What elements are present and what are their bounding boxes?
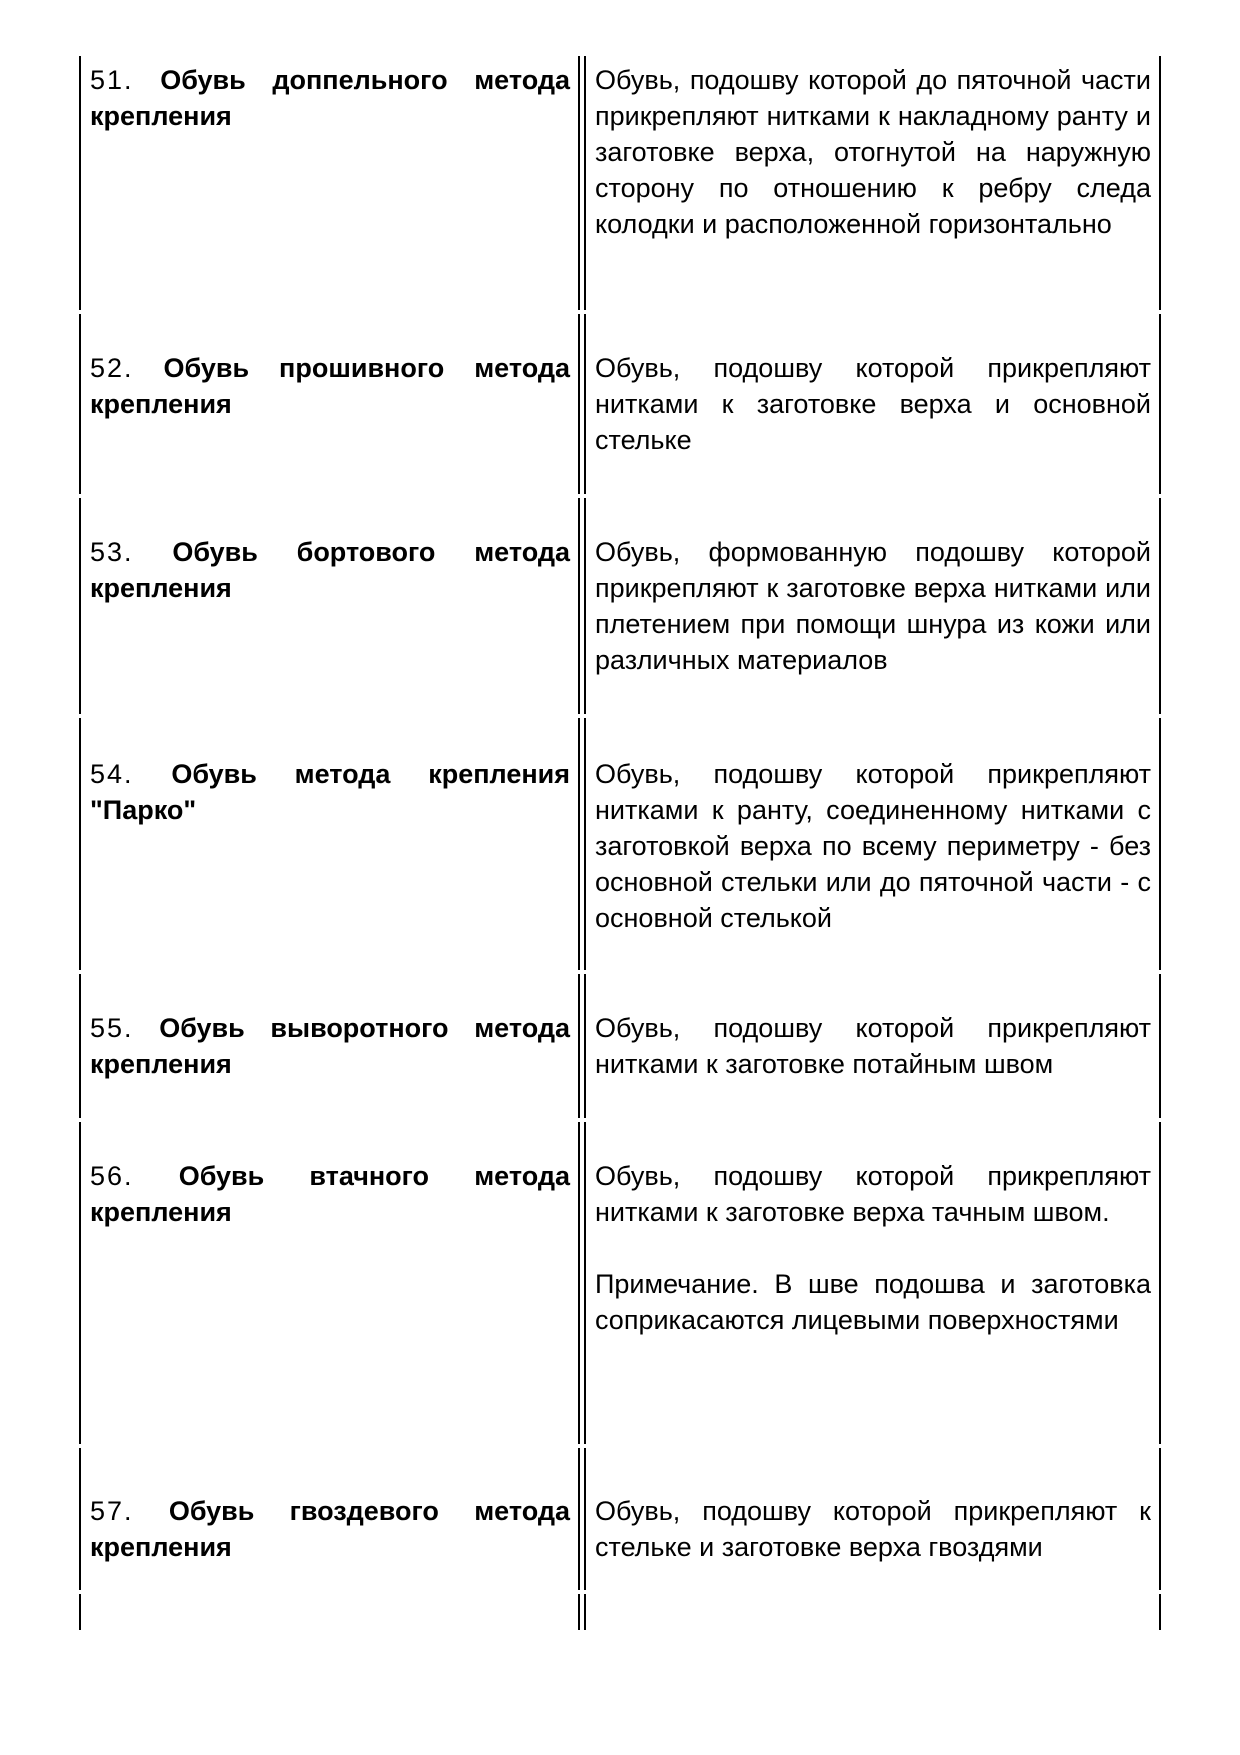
table-row-55 [0,974,1240,1118]
term-cell [90,350,570,422]
rule-left [79,498,81,714]
term-number: 53. [90,537,134,567]
rule-mid [578,314,580,494]
definition-text: Обувь, подошву которой прикрепляют нитками к заготовке верха и основной стельке [595,353,1151,455]
term-number: 55. [90,1013,134,1043]
rule-right [1159,1122,1161,1444]
term-cell [90,534,570,606]
rule-left [79,1122,81,1444]
rule-mid [584,974,586,1118]
rule-mid [578,974,580,1118]
table-row-56 [0,1122,1240,1444]
rule-mid [578,718,580,970]
rule-mid [578,1122,580,1444]
rule-right [1159,1448,1161,1590]
rule-right [1159,314,1161,494]
definition-text: Обувь, подошву которой прикрепляют нитками к заготовке верха тачным швом. [595,1161,1151,1227]
definition-cell [595,350,1151,458]
rule-left [79,718,81,970]
term-name: Обувь гвоздевого метода крепления [90,1496,570,1562]
rule-mid [584,1448,586,1590]
table-row-52 [0,314,1240,494]
term-name: Обувь бортового метода крепления [90,537,570,603]
rule-mid [584,314,586,494]
rule-mid [584,1122,586,1444]
term-name: Обувь доппельного метода крепления [90,65,570,131]
definition-text: Обувь, подошву которой до пяточной части прикрепляют нитками к накладному ранту и заготовке верха, отогнутой на наружную сторону по отношению к ребру следа колодки и расположенной горизонтально [595,65,1151,239]
definition-text: Обувь, формованную подошву которой прикрепляют к заготовке верха нитками или плетением при помощи шнура из кожи или различных материалов [595,537,1151,675]
definition-cell [595,1010,1151,1082]
rule-mid [578,498,580,714]
term-number: 51. [90,65,134,95]
definition-cell [595,1493,1151,1565]
term-cell [90,1010,570,1082]
rule-mid [578,56,580,310]
term-name: Обувь выворотного метода крепления [90,1013,570,1079]
rule-left [79,314,81,494]
definition-cell [595,534,1151,678]
rule-right [1159,1594,1161,1630]
term-name: Обувь метода крепления "Парко" [90,759,570,825]
rule-left [79,56,81,310]
rule-left [79,1594,81,1630]
definition-cell [595,62,1151,242]
term-number: 57. [90,1496,134,1526]
term-cell [90,62,570,134]
table-row-57 [0,1448,1240,1590]
definition-cell [595,756,1151,936]
rule-right [1159,974,1161,1118]
term-number: 52. [90,353,134,383]
definition-text: Обувь, подошву которой прикрепляют к стельке и заготовке верха гвоздями [595,1496,1151,1562]
term-name: Обувь втачного метода крепления [90,1161,570,1227]
rule-left [79,974,81,1118]
rule-left [79,1448,81,1590]
term-cell [90,1493,570,1565]
rule-mid [584,498,586,714]
term-name: Обувь прошивного метода крепления [90,353,570,419]
table-row-54 [0,718,1240,970]
rule-right [1159,718,1161,970]
rule-right [1159,56,1161,310]
rule-mid [584,56,586,310]
term-cell [90,756,570,828]
term-cell [90,1158,570,1230]
definition-cell [595,1158,1151,1338]
table-row-continuation [0,1594,1240,1630]
definition-text: Обувь, подошву которой прикрепляют нитками к ранту, соединенному нитками с заготовкой верха по всему периметру - без основной стельки или до пяточной части - с основной стелькой [595,759,1151,933]
rule-right [1159,498,1161,714]
table-row-53 [0,498,1240,714]
rule-mid [578,1594,580,1630]
definition-note: Примечание. В шве подошва и заготовка соприкасаются лицевыми поверхностями [595,1269,1151,1335]
rule-mid [584,718,586,970]
rule-mid [584,1594,586,1630]
definition-text: Обувь, подошву которой прикрепляют нитками к заготовке потайным швом [595,1013,1151,1079]
rule-mid [578,1448,580,1590]
table-row-51 [0,56,1240,310]
term-number: 56. [90,1161,134,1191]
term-number: 54. [90,759,134,789]
